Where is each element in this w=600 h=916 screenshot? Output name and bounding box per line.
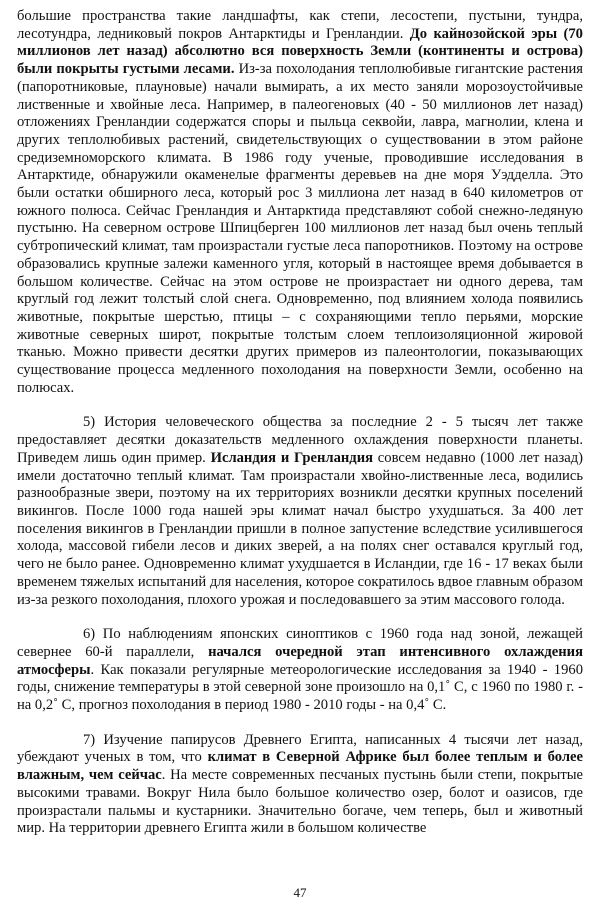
text-run: совсем недавно (1000 лет назад) имели достаточно теплый климат. Там произрастали хвойно-лиственные леса, водились разнообразные звери, поэтому на их территориях возникли десятки крупных поселений викингов. После 1000 года нашей эры климат начал быстро ухудшаться. За 400 лет поселения викингов в Гренландии пришли в полное запустение вследствие усилившегося холода, массовой гибели лесов и диких зверей, а на полях снег оставался круглый год, чего не было ранее. Одновременно климат ухудшается в Исландии, где 16 - 17 веках были временем тяжелых испытаний для населения, которое сократилось вдвое главным образом из-за резкого похолодания, плохого урожая и последовавшего за этим массового голода. — [17, 449, 584, 608]
text-run: . На месте современных песчаных пустынь были степи, покрытые высокими травами. Вокруг Нила было большое количество озер, болот и оазисов, где произрастали пальмы и кустарники. Значительно богаче, чем теперь, был и животный мир. На территории древнего Египта жили в большом количестве — [17, 767, 583, 837]
text-run: 7) Изучение папирусов Древнего Египта, написанных 4 тысячи лет назад, убеждают ученых в том, что — [17, 731, 583, 766]
bold-text-run: климат в Северной Африке был более теплым и более влажным, чем сейчас — [17, 749, 583, 784]
bold-text-run: До кайнозойской эры (70 миллионов лет назад) абсолютно вся поверхность Земли (континенты и острова) были покрыты густыми лесами. — [17, 25, 583, 78]
paragraph-6-japanese-observations — [17, 626, 583, 715]
text-run: . Как показали регулярные метеорологические исследования за 1940 - 1960 годы, снижение температуры в этой северной зоне произошло на 0,1˚ С, с 1960 по 1980 г. - на 0,2˚ С, прогноз похолодания в период 1980 - 2010 годы - на 0,4˚ С. — [17, 661, 583, 714]
text-run: 6) По наблюдениям японских синоптиков с 1960 года над зоной, лежащей севернее 60-й параллели, — [17, 626, 583, 660]
page-number: 47 — [293, 885, 307, 900]
text-run: 5) История человеческого общества за последние 2 - 5 тысяч лет также предоставляет десятки доказательств медленного охлаждения поверхности планеты. Приведем лишь один пример. — [17, 414, 583, 466]
text-run: Из-за похолодания теплолюбивые гигантские растения (папоротниковые, плауновые) начали вымирать, а их место заняли морозоустойчивые лиственные и хвойные леса. Например, в палеогеновых (40 - 50 миллионов лет назад) отложениях Гренландии содержатся споры и пыльца секвойи, лавра, магнолии, клена и других теплолюбивых растений, свидетельствующих о существовании в этом районе средиземноморского климата. В 1986 году ученые, проводившие исследования в Антарктиде, обнаружили окаменелые фрагменты деревьев на дне моря Уэдделла. Это были остатки обширного леса, который рос 3 миллиона лет назад в 640 километров от южного полюса. Сейчас Гренландия и Антарктида представляют собой снежно-ледяную пустыню. На северном острове Шпицберген 100 миллионов лет назад был очень теплый субтропический климат, там произрастали густые леса папоротников. Поэтому на острове образовались крупные залежи каменного угля, который в настоящее время добывается в большом количестве. Сейчас на этом острове не произрастает ни одного дерева, там круглый год лежит толстый слой снега. Одновременно, под влиянием холода появились животные, покрытые шерстью, птицы – с сохраняющими тепло перьями, морские животные северных широт, покрытые толстым слоем теплоизоляционной жировой тканью. Можно привести десятки других примеров из палеонтологии, показывающих существование процесса медленного похолодания на поверхности Земли, особенно на полюсах. — [17, 61, 584, 396]
body-text — [17, 8, 583, 838]
bold-text-run: Исландия и Гренландия — [210, 449, 373, 466]
bold-text-run: начался очередной этап интенсивного охлаждения атмосферы — [17, 643, 583, 678]
paragraph-continued-forests — [17, 8, 583, 397]
text-run: большие пространства такие ландшафты, как степи, лесостепи, пустыни, тундра, лесотундра, ледниковый покров Антарктиды и Гренландии. — [17, 8, 583, 42]
paragraph-7-egypt-papyri — [17, 732, 583, 838]
paragraph-5-human-history — [17, 414, 583, 609]
